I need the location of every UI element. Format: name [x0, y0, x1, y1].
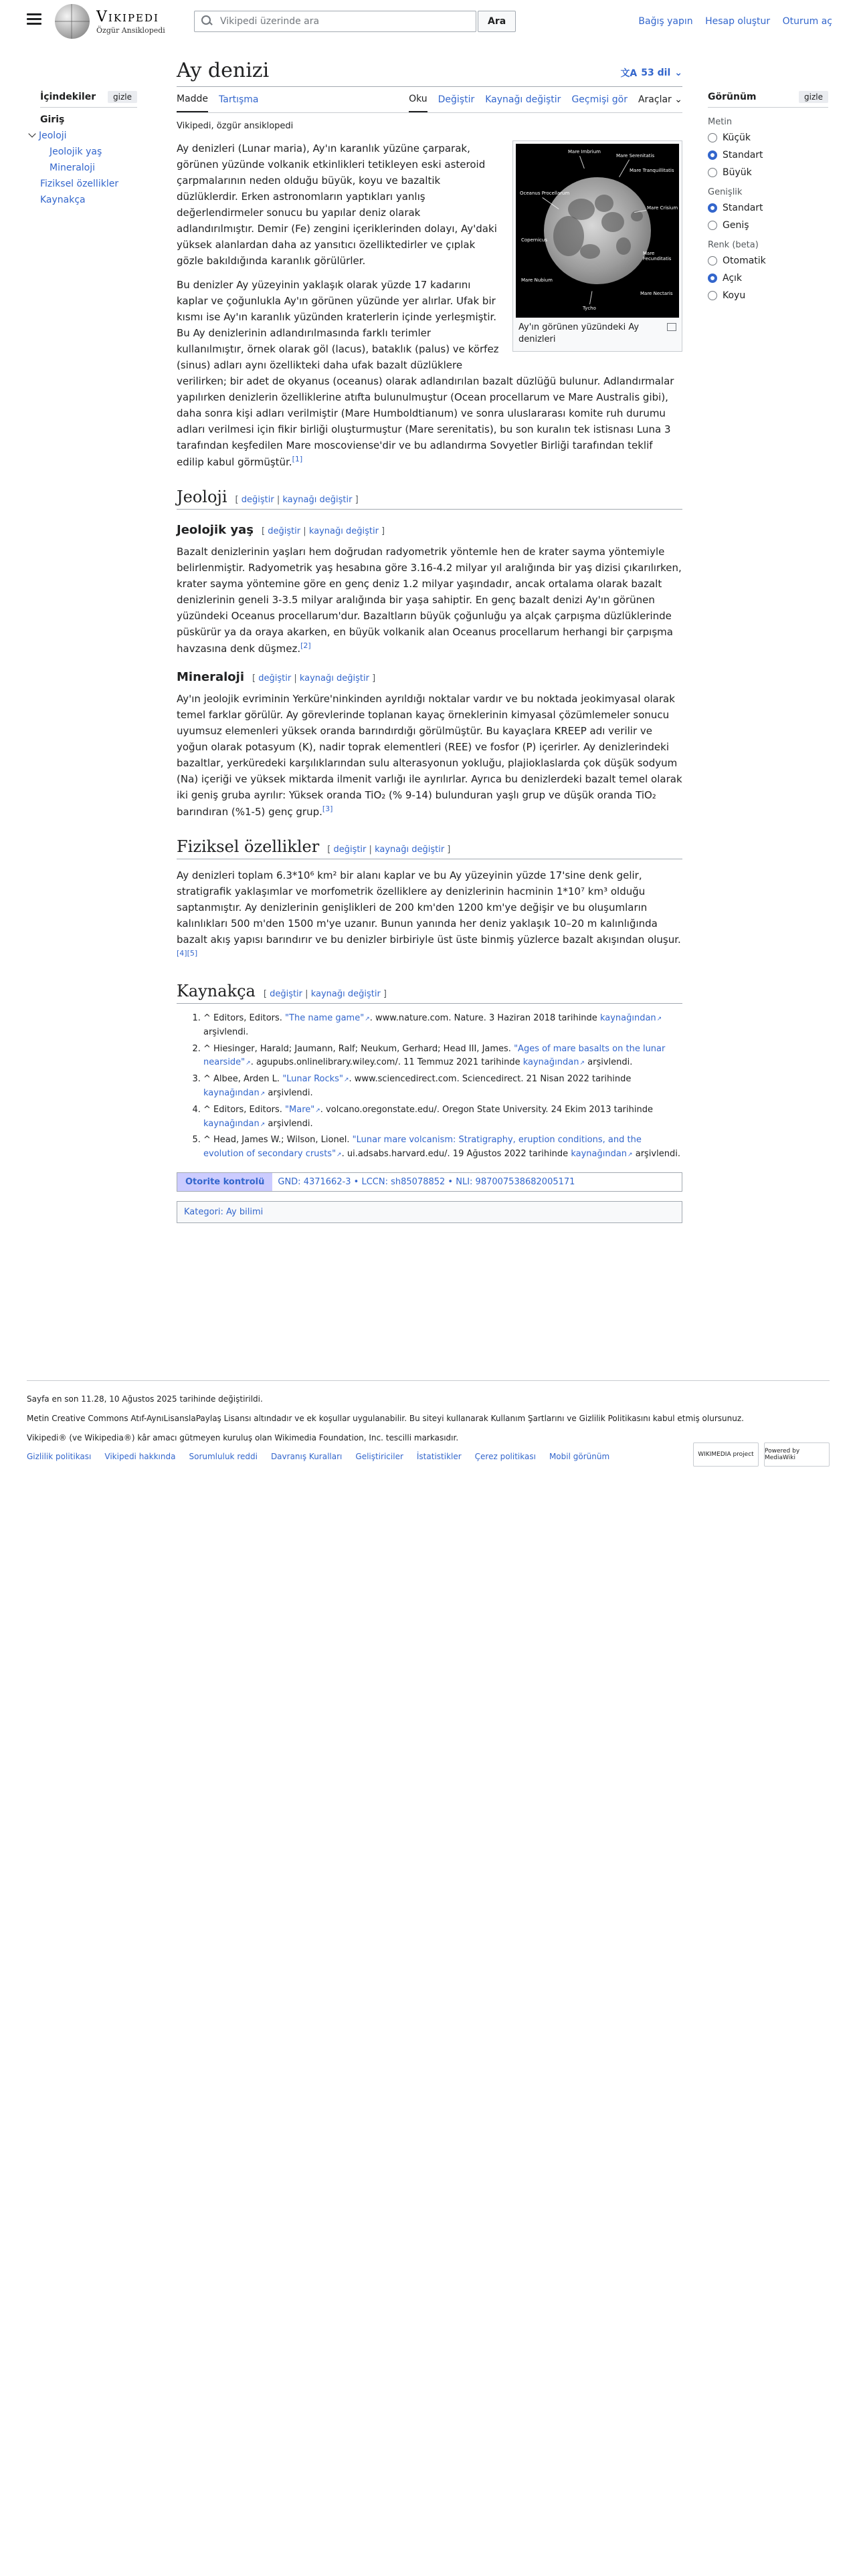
- tab-talk[interactable]: Tartışma: [219, 94, 259, 105]
- toc-item-giris[interactable]: Giriş: [40, 114, 65, 125]
- image-label: Mare Nectaris: [640, 291, 673, 296]
- reference-item: 4. ^ Editors, Editors. "Mare" ↗ . volcano.oregonstate.edu/. Oregon State University. 24 Ekim 2013 tarihinde kaynağından ↗ arşivlendi.: [203, 1103, 682, 1132]
- citation-link[interactable]: [2]: [300, 641, 311, 650]
- image-label: Oceanus Procellarum: [520, 191, 570, 196]
- citation-link[interactable]: [3]: [322, 804, 333, 813]
- reference-link[interactable]: "Lunar Rocks" ↗: [282, 1074, 349, 1084]
- toc-sidebar: [40, 91, 137, 211]
- image-label: Mare Crisium: [647, 205, 678, 211]
- radio-width-standard[interactable]: Standart: [708, 203, 828, 213]
- image-label: Mare Serenitatis: [616, 153, 655, 158]
- edit-source-link[interactable]: kaynağı değiştir: [282, 495, 353, 505]
- edit-link[interactable]: değiştir: [241, 495, 274, 505]
- language-count: 53 dil: [641, 68, 671, 78]
- tab-history[interactable]: Geçmişi gör: [571, 94, 628, 105]
- citation-link[interactable]: [4][5]: [177, 949, 198, 958]
- footer-link[interactable]: Sorumluluk reddi: [189, 1451, 258, 1461]
- mediawiki-badge[interactable]: Powered by MediaWiki: [764, 1442, 830, 1467]
- search-icon: [201, 15, 213, 27]
- article-tagline: Vikipedi, özgür ansiklopedi: [177, 121, 294, 131]
- section-heading-kaynakca: Kaynakça [ değiştir | kaynağı değiştir ]: [177, 982, 682, 1004]
- toc-item-fiziksel[interactable]: Fiziksel özellikler: [40, 179, 119, 189]
- section-heading-fiziksel: Fiziksel özellikler [ değiştir | kaynağı değiştir ]: [177, 837, 682, 859]
- article-main: [177, 58, 682, 1223]
- site-header: [0, 0, 859, 47]
- license-text: Metin Creative Commons Atıf-AynıLisanslaPaylaş Lisansı altındadır ve ek koşullar uygulanabilir. Bu siteyi kullanarak Kullanım Şartlarını ve Gizlilik Politikasını kabul etmiş olursunuz.: [27, 1414, 744, 1424]
- footer-link[interactable]: İstatistikler: [416, 1451, 462, 1461]
- radio-large[interactable]: Büyük: [708, 167, 828, 178]
- citation-link[interactable]: [1]: [292, 455, 303, 463]
- reference-item: 2. ^ Hiesinger, Harald; Jaumann, Ralf; Neukum, Gerhard; Head III, James. "Ages of mare basalts on the lunar nearside" ↗ . agupubs.onlinelibrary.wiley.com/. 11 Temmuz 2021 tarihinde kaynağından ↗ arşivlendi.: [203, 1043, 682, 1071]
- authority-label[interactable]: Otorite kontrolü: [177, 1173, 272, 1191]
- create-account-link[interactable]: Hesap oluştur: [705, 16, 771, 27]
- image-label: Tycho: [583, 306, 596, 311]
- wikipedia-globe-icon: [55, 4, 90, 39]
- image-label: Mare Tranquillitatis: [630, 168, 674, 173]
- site-tagline: Özgür Ansiklopedi: [96, 25, 165, 35]
- section-heading-jeoloji: Jeoloji [ değiştir | kaynağı değiştir ]: [177, 488, 682, 510]
- archive-link[interactable]: kaynağından ↗: [600, 1013, 662, 1023]
- width-group: Genişlik Standart Geniş: [708, 187, 828, 231]
- paragraph-jeolojik-yas: Bazalt denizlerinin yaşları hem doğrudan radyometrik yöntemle hen de krater sayma yöntemiyle belirlenmiştir. Radyometrik yaş hesabına göre 3.16-4.2 milyar yıl aralığında bir yaş dizisi çıkarılırken, krater sayma yöntemine göre en genç deniz 1.2 milyar yaşındadır, ancak ortalama olarak bazalt denizlerinin geneli 3-3.5 milyar aralığında bir yaşa sahiptir. En genç bazalt denizi Ay'ın görünen yüzündeki Oceanus procellarum'dur. Bazaltların büyük çoğunluğu ya alçak çarpışma düzlüklerinde püskürür ya da oraya akarken, en büyük volkanik alan Oceanus procellarum herhangi bir çarpışma havzasına denk düşmez.[2]: [177, 546, 682, 655]
- image-box: [512, 140, 682, 352]
- toc-item-mineraloji[interactable]: Mineraloji: [50, 163, 96, 173]
- page-title: Ay denizi: [177, 59, 270, 82]
- edit-source-link[interactable]: kaynağı değiştir: [299, 673, 369, 683]
- section-heading-jeolojik-yas: Jeolojik yaş [ değiştir | kaynağı değiştir ]: [177, 523, 385, 537]
- archive-link[interactable]: kaynağından ↗: [571, 1149, 632, 1159]
- radio-width-wide[interactable]: Geniş: [708, 220, 828, 231]
- toc-hide-button[interactable]: gizle: [108, 91, 137, 103]
- intro-paragraph-2: Bu denizler Ay yüzeyinin yaklaşık olarak yüzde 17 kadarını kaplar ve çoğunlukla Ay'ın görünen yüzünde yer alırlar. Ufak bir kısmı ise Ay'ın karanlık yüzünden kraterlerin içinde yerleşmiştir. Bu Ay denizlerinin adlandırılmasında farklı terimler kullanılmıştır, örnek olarak göl (lacus), bataklık (palus) ve körfez (sinus) adları aynı özellikteki daha ufak bazalt düzlüklere verilirken; bir adet de okyanus (oceanus) olarak adlandırılan bazalt düzlüğü bulunur. Adlandırmalar yapılırken denizlerin özelliklerine atıfta bulunulmuştur (Ocean procellarum ve Mare Australis gibi), daha sonra kişi adları verilmiştir (Mare Humboldtianum) ve sonra uluslararası komite ruh durumu adları verilmesi için fikir birliği oluşturmuştur (Mare serenitatis), bu son kuralın tek istisnası Luna 3 tarafından keşfedilen Mare moscoviense'dir ve bu adlandırma Sovyetler Birliği tarafından teklif edilip kabul görmüştür.[1]: [177, 279, 674, 468]
- radio-color-light[interactable]: Açık: [708, 273, 828, 284]
- login-link[interactable]: Oturum aç: [782, 16, 832, 27]
- wordmark: Vikipedi: [96, 8, 159, 25]
- search-box: [194, 11, 476, 32]
- radio-color-dark[interactable]: Koyu: [708, 290, 828, 301]
- category-link[interactable]: Ay bilimi: [226, 1206, 264, 1217]
- appearance-panel: [708, 91, 828, 308]
- radio-color-auto[interactable]: Otomatik: [708, 255, 828, 266]
- chevron-down-icon: ⌄: [674, 68, 682, 78]
- page-tabs: [177, 87, 682, 113]
- reference-item: 5. ^ Head, James W.; Wilson, Lionel. "Lunar mare volcanism: Stratigraphy, eruption conditions, and the evolution of secondary crusts" ↗ . ui.adsabs.harvard.edu/. 19 Ağustos 2022 tarihinde kaynağından ↗ arşivlendi.: [203, 1134, 682, 1162]
- image-label: Copernicus: [521, 237, 547, 243]
- reference-list: [177, 1012, 682, 1162]
- reference-link[interactable]: "Ages of mare basalts on the lunar nearside" ↗: [203, 1044, 665, 1068]
- footer-link[interactable]: Mobil görünüm: [549, 1451, 610, 1461]
- edit-link[interactable]: değiştir: [268, 526, 301, 536]
- paragraph-fiziksel: Ay denizleri toplam 6.3*10⁶ km² bir alanı kaplar ve bu Ay yüzeyinin yüzde 17'sine denk gelir, stratigrafik yaklaşımlar ve morfometrik özelliklere ay denizlerinin hacminin 1*10⁷ km³ olduğu saptanmıştır. Ay denizlerinin genişlikleri de 200 km'den 1200 km'ye değişir ve bu oluşumların kalınlıkları 500 m'den 1500 m'ye uzanır. Bunun yanında her deniz yaklaşık 10–20 m kalınlığında bazalt akış yapısı barındırır ve bu denizler birbiriyle üst üste binmiş yüzlerce bazalt akışından oluşur.[4][5]: [177, 869, 681, 958]
- donate-link[interactable]: Bağış yapın: [638, 16, 693, 27]
- tab-article[interactable]: Madde: [177, 87, 208, 112]
- search-input[interactable]: [219, 15, 456, 27]
- footer-link[interactable]: Çerez politikası: [474, 1451, 536, 1461]
- authority-values[interactable]: GND: 4371662-3 • LCCN: sh85078852 • NLI: 987007538682005171: [278, 1176, 575, 1187]
- footer-link[interactable]: Geliştiriciler: [355, 1451, 403, 1461]
- last-edit-text: Sayfa en son 11.28, 10 Ağustos 2025 tarihinde değiştirildi.: [27, 1394, 263, 1404]
- radio-small[interactable]: Küçük: [708, 132, 828, 143]
- site-logo[interactable]: [55, 4, 165, 39]
- toc-toggle-chevron-icon[interactable]: [28, 130, 35, 137]
- edit-link[interactable]: değiştir: [333, 845, 367, 855]
- toc-item-jeolojik-yas[interactable]: Jeolojik yaş: [50, 146, 102, 157]
- tab-edit-source[interactable]: Kaynağı değiştir: [485, 94, 561, 105]
- color-group: Renk (beta) Otomatik Açık Koyu: [708, 240, 828, 301]
- language-button[interactable]: [620, 66, 682, 80]
- main-menu-icon[interactable]: [27, 13, 41, 25]
- category-box: [177, 1201, 682, 1223]
- appearance-title: Görünüm: [708, 92, 757, 102]
- archive-link[interactable]: kaynağından ↗: [203, 1119, 265, 1129]
- image-label: Mare Nubium: [521, 278, 553, 283]
- intro-paragraph-1: Ay denizleri (Lunar maria), Ay'ın karanlık yüzüne çarparak, görünen yüzünde volkanik etkinlikleri tetikleyen eski asteroid çarpmalarının neden olduğu büyük, koyu ve bazaltik düzlüklerdir. Erken astronomların yaptıkları yanlış değerlendirmeler sonucu bu yapılar deniz olarak adlandırılmıştır. Demir (Fe) zengini içeriklerinden dolayı, Ay'daki yüksek alanlardan daha az yansıtıcı özelliktedirler ve çıplak gözle bakıldığında karanlık görülürler.: [177, 142, 497, 267]
- section-heading-mineraloji: Mineraloji [ değiştir | kaynağı değiştir ]: [177, 670, 376, 684]
- radio-standard[interactable]: Standart: [708, 150, 828, 160]
- reference-item: 1. ^ Editors, Editors. "The name game" ↗ . www.nature.com. Nature. 3 Haziran 2018 tarihinde kaynağından ↗ arşivlendi.: [203, 1012, 682, 1040]
- tools-menu[interactable]: Araçlar ⌄: [638, 94, 682, 105]
- search-button[interactable]: Ara: [478, 11, 516, 32]
- edit-source-link[interactable]: kaynağı değiştir: [310, 989, 381, 999]
- translate-icon: 文A: [620, 68, 638, 79]
- edit-source-link[interactable]: kaynağı değiştir: [308, 526, 379, 536]
- toc-item-jeoloji[interactable]: Jeoloji: [39, 130, 67, 141]
- tab-read[interactable]: Oku: [409, 87, 427, 112]
- wikimedia-badge[interactable]: WIKIMEDIA project: [693, 1442, 759, 1467]
- enlarge-icon[interactable]: [667, 323, 676, 331]
- paragraph-mineraloji: Ay'ın jeolojik evriminin Yerküre'ninkinden ayrıldığı noktalar vardır ve bu noktada jeokimyasal olarak temel farklar görülür. Ay görevlerinde toplanan kayaç örneklerinin kimyasal çözümlemeler sonucu uyumsuz elemenleri yüksek oranda barındırdığı görülmüştür. Bu kayaçlara KREEP adı verilir ve yoğun olarak potasyum (K), nadir toprak elementleri (REE) ve fosfor (P) içerirler. Ay denizlerindeki bazaltlar, yerküredeki karşılıklarından sulu alterasyonun yokluğu, plajioklaslarda çok düşük sodyum (Na) içeriği ve yüksek miktarda ilmenit varlığı ile ayrılırlar. Ayrıca bu denizlerdeki bazalt temel olarak iki geniş gruba ayrılır: Yüksek oranda TiO₂ (% 9-14) bulunduran yaşlı grup ve düşük oranda TiO₂ barındıran (%1-5) genç grup.[3]: [177, 693, 682, 818]
- authority-control: [177, 1172, 682, 1192]
- image-label: Mare Imbrium: [568, 149, 601, 154]
- archive-link[interactable]: kaynağından ↗: [203, 1088, 265, 1098]
- moon-image[interactable]: [516, 144, 679, 318]
- toc-title: İçindekiler: [40, 92, 96, 102]
- image-label: Mare Fecunditatis: [643, 251, 672, 261]
- edit-source-link[interactable]: kaynağı değiştir: [375, 845, 445, 855]
- footer-link[interactable]: Davranış Kuralları: [270, 1451, 343, 1461]
- category-label[interactable]: Kategori:: [184, 1206, 223, 1217]
- image-caption: Ay'ın görünen yüzündeki Ay denizleri: [516, 318, 679, 348]
- reference-link[interactable]: "Lunar mare volcanism: Stratigraphy, eruption conditions, and the evolution of secondary crusts" ↗: [203, 1135, 642, 1159]
- reference-item: 3. ^ Albee, Arden L. "Lunar Rocks" ↗ . www.sciencedirect.com. Sciencedirect. 21 Nisan 2022 tarihinde kaynağından ↗ arşivlendi.: [203, 1073, 682, 1101]
- reference-link[interactable]: "Mare" ↗: [285, 1105, 320, 1115]
- trademark-text: Vikipedi® (ve Wikipedia®) kâr amacı gütmeyen kuruluş olan Wikimedia Foundation, Inc. tescilli markasıdır.: [27, 1433, 459, 1443]
- text-size-group: Metin Küçük Standart Büyük: [708, 117, 828, 178]
- toc-list: [40, 114, 137, 205]
- page-footer: [27, 1380, 830, 1461]
- appearance-hide-button[interactable]: gizle: [799, 91, 828, 103]
- footer-link[interactable]: Gizlilik politikası: [27, 1451, 92, 1461]
- toc-item-kaynakca[interactable]: Kaynakça: [40, 195, 86, 205]
- edit-link[interactable]: değiştir: [270, 989, 303, 999]
- archive-link[interactable]: kaynağından ↗: [523, 1057, 585, 1067]
- footer-link[interactable]: Vikipedi hakkında: [104, 1451, 176, 1461]
- tab-edit[interactable]: Değiştir: [438, 94, 475, 105]
- user-links: [629, 16, 832, 27]
- edit-link[interactable]: değiştir: [258, 673, 292, 683]
- reference-link[interactable]: "The name game" ↗: [285, 1013, 370, 1023]
